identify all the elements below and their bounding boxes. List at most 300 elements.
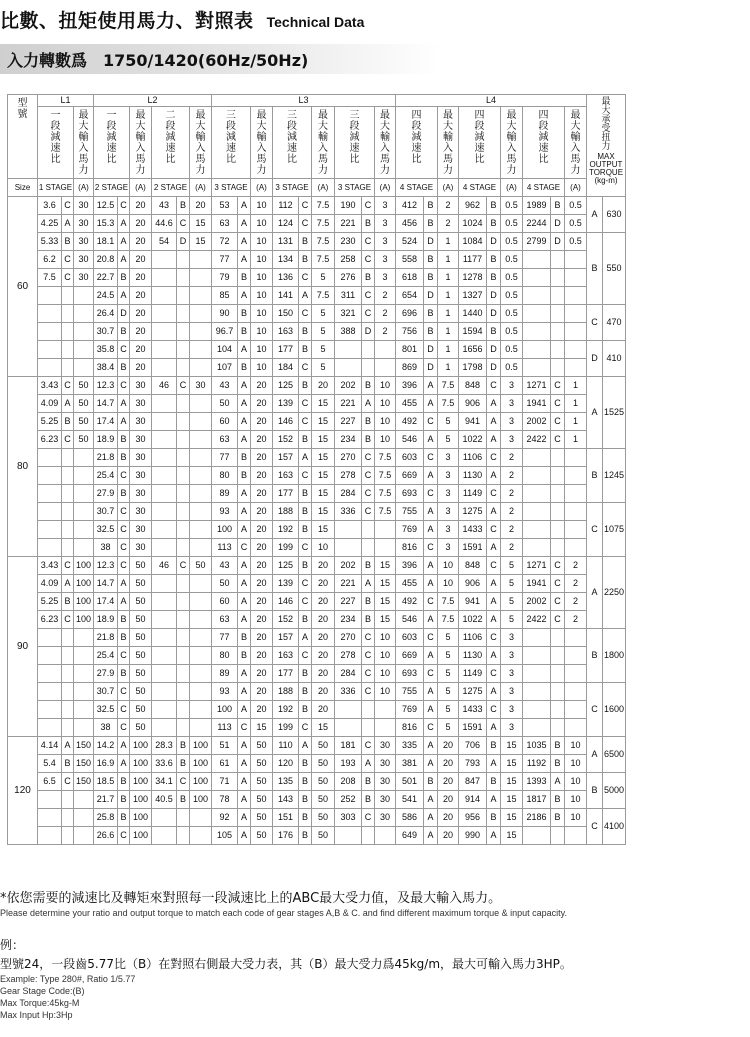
data-cell: 1275 xyxy=(459,683,487,701)
data-cell: C xyxy=(362,647,375,665)
data-cell: A xyxy=(487,755,501,773)
data-cell xyxy=(565,485,587,503)
data-cell: 2 xyxy=(565,593,587,611)
data-cell xyxy=(523,647,551,665)
data-cell: 15 xyxy=(251,719,273,737)
data-cell: 63 xyxy=(212,431,238,449)
data-cell: 2422 xyxy=(523,611,551,629)
data-cell: 2002 xyxy=(523,593,551,611)
data-cell: A xyxy=(424,683,438,701)
data-cell: A xyxy=(487,467,501,485)
data-cell xyxy=(62,503,74,521)
data-cell: C xyxy=(362,287,375,305)
note-english: Please determine your ratio and output torque to match each code of gear stages A,B & C. and find different maximum torque & input capacity. xyxy=(0,908,567,918)
data-cell: 1177 xyxy=(459,251,487,269)
data-cell: 10 xyxy=(375,377,396,395)
data-cell: 181 xyxy=(335,737,362,755)
data-cell: B xyxy=(424,269,438,287)
data-cell: 7.5 xyxy=(438,611,459,629)
data-cell: 17.4 xyxy=(94,593,118,611)
table-row xyxy=(8,629,626,647)
data-cell: 7.5 xyxy=(438,593,459,611)
data-cell xyxy=(190,395,212,413)
data-cell: 17.4 xyxy=(94,413,118,431)
data-cell xyxy=(190,827,212,845)
data-cell: 15 xyxy=(375,611,396,629)
data-cell: 5 xyxy=(312,305,335,323)
data-cell xyxy=(74,827,94,845)
data-cell: 120 xyxy=(273,755,299,773)
data-cell: C xyxy=(177,377,190,395)
data-cell: 202 xyxy=(335,377,362,395)
data-cell: 10 xyxy=(565,809,587,827)
data-cell: B xyxy=(62,233,74,251)
data-cell: 956 xyxy=(459,809,487,827)
data-cell: 50 xyxy=(130,593,152,611)
data-cell: 113 xyxy=(212,539,238,557)
power-header: 最大輸入馬力 xyxy=(74,107,94,179)
data-cell: 30 xyxy=(130,449,152,467)
table-body xyxy=(8,197,626,845)
data-cell: 21.8 xyxy=(94,629,118,647)
data-cell: B xyxy=(362,557,375,575)
data-cell: 20 xyxy=(438,755,459,773)
data-cell: 7.5 xyxy=(375,503,396,521)
max-torque-cell: 4100 xyxy=(603,809,626,845)
stage-header: 4 STAGE xyxy=(459,179,501,197)
data-cell: B xyxy=(177,755,190,773)
data-cell: 50 xyxy=(130,683,152,701)
data-cell: 10 xyxy=(375,413,396,431)
data-cell: 3 xyxy=(375,269,396,287)
data-cell: B xyxy=(362,377,375,395)
data-cell: C xyxy=(118,521,130,539)
data-cell: 3 xyxy=(375,251,396,269)
data-cell xyxy=(362,539,375,557)
data-cell: B xyxy=(424,215,438,233)
data-cell: 30 xyxy=(190,377,212,395)
data-cell: A xyxy=(238,665,251,683)
data-cell: 184 xyxy=(273,359,299,377)
data-cell: D xyxy=(424,233,438,251)
data-cell xyxy=(152,395,177,413)
data-cell: C xyxy=(424,449,438,467)
data-cell: 202 xyxy=(335,557,362,575)
data-cell xyxy=(523,521,551,539)
data-cell xyxy=(38,341,62,359)
data-cell: A xyxy=(238,593,251,611)
data-cell: 10 xyxy=(251,323,273,341)
data-cell: 30 xyxy=(130,503,152,521)
table-row xyxy=(8,341,626,359)
data-cell xyxy=(190,647,212,665)
data-cell: 50 xyxy=(190,557,212,575)
data-cell: A xyxy=(424,647,438,665)
data-cell: B xyxy=(299,323,312,341)
stage-header: 4 STAGE xyxy=(396,179,438,197)
data-cell xyxy=(523,683,551,701)
data-cell: 20 xyxy=(251,539,273,557)
data-cell: 270 xyxy=(335,449,362,467)
data-cell: 43 xyxy=(212,557,238,575)
data-cell: A xyxy=(238,197,251,215)
data-cell: 50 xyxy=(312,737,335,755)
data-cell: 4.09 xyxy=(38,395,62,413)
data-cell: A xyxy=(424,503,438,521)
data-cell: 15 xyxy=(312,449,335,467)
data-cell: 50 xyxy=(251,737,273,755)
data-cell: 100 xyxy=(190,773,212,791)
data-cell: 1275 xyxy=(459,503,487,521)
data-cell: 3 xyxy=(438,503,459,521)
ratio-header: 四段減速比 xyxy=(523,107,565,179)
data-cell xyxy=(152,323,177,341)
data-cell: A xyxy=(299,287,312,305)
data-cell: 2002 xyxy=(523,413,551,431)
data-cell: 848 xyxy=(459,557,487,575)
data-cell xyxy=(362,701,375,719)
data-cell: 20 xyxy=(251,413,273,431)
data-cell: C xyxy=(177,773,190,791)
data-cell: 199 xyxy=(273,719,299,737)
data-cell xyxy=(523,323,551,341)
data-cell: C xyxy=(299,593,312,611)
max-torque-cell: 550 xyxy=(603,233,626,305)
data-cell: C xyxy=(118,377,130,395)
data-cell: C xyxy=(487,665,501,683)
table-row xyxy=(8,359,626,377)
data-cell: A xyxy=(238,377,251,395)
data-cell: 1591 xyxy=(459,539,487,557)
data-cell: 150 xyxy=(74,773,94,791)
data-cell: 455 xyxy=(396,395,424,413)
data-cell: 0.5 xyxy=(565,215,587,233)
data-cell: D xyxy=(177,233,190,251)
data-cell: 30 xyxy=(130,377,152,395)
data-cell: 150 xyxy=(74,755,94,773)
data-cell: 7.5 xyxy=(38,269,62,287)
data-cell: C xyxy=(62,377,74,395)
data-cell: A xyxy=(118,755,130,773)
data-cell: B xyxy=(362,215,375,233)
data-cell: C xyxy=(299,647,312,665)
data-cell: C xyxy=(424,593,438,611)
example-line: Max Torque:45kg-M xyxy=(0,998,80,1008)
data-cell: 50 xyxy=(130,665,152,683)
data-cell: 1106 xyxy=(459,449,487,467)
data-cell: 163 xyxy=(273,467,299,485)
data-cell: 816 xyxy=(396,719,424,737)
data-cell: 0.5 xyxy=(501,323,523,341)
data-cell xyxy=(190,449,212,467)
table-row xyxy=(8,683,626,701)
data-cell: A xyxy=(238,503,251,521)
data-cell: 107 xyxy=(212,359,238,377)
data-cell: 10 xyxy=(375,395,396,413)
data-cell: 100 xyxy=(130,791,152,809)
data-cell: 2 xyxy=(501,539,523,557)
data-cell xyxy=(190,323,212,341)
data-cell: D xyxy=(118,305,130,323)
data-cell: A xyxy=(238,521,251,539)
data-cell: 10 xyxy=(565,737,587,755)
data-cell: A xyxy=(487,503,501,521)
example-title: 例： xyxy=(0,938,25,952)
data-cell: A xyxy=(238,395,251,413)
data-cell: 50 xyxy=(312,827,335,845)
data-cell: 2 xyxy=(501,521,523,539)
data-cell: C xyxy=(424,485,438,503)
data-cell: 5 xyxy=(312,323,335,341)
data-cell xyxy=(177,359,190,377)
data-cell xyxy=(38,503,62,521)
data-cell: 20 xyxy=(312,377,335,395)
data-cell xyxy=(152,575,177,593)
data-cell: 558 xyxy=(396,251,424,269)
data-cell: 51 xyxy=(212,737,238,755)
data-cell xyxy=(190,341,212,359)
table-row xyxy=(8,521,626,539)
data-cell xyxy=(152,305,177,323)
max-code-cell: C xyxy=(587,503,603,557)
data-cell: A xyxy=(118,251,130,269)
data-cell: 15 xyxy=(375,593,396,611)
data-cell: C xyxy=(424,629,438,647)
data-cell: C xyxy=(118,467,130,485)
data-cell: C xyxy=(551,395,565,413)
data-cell: 755 xyxy=(396,503,424,521)
data-cell xyxy=(551,359,565,377)
data-cell: 706 xyxy=(459,737,487,755)
data-cell xyxy=(177,665,190,683)
data-cell xyxy=(523,449,551,467)
data-cell: 7.5 xyxy=(375,467,396,485)
data-cell: 2 xyxy=(375,305,396,323)
data-cell xyxy=(335,359,362,377)
data-cell xyxy=(152,719,177,737)
data-cell: D xyxy=(551,233,565,251)
data-cell: 0.5 xyxy=(565,233,587,251)
data-cell: A xyxy=(118,737,130,755)
data-cell: 0.5 xyxy=(501,269,523,287)
data-cell: 396 xyxy=(396,377,424,395)
data-cell: 18.5 xyxy=(94,773,118,791)
data-cell xyxy=(190,305,212,323)
data-cell xyxy=(190,665,212,683)
data-cell: B xyxy=(299,791,312,809)
data-cell xyxy=(177,251,190,269)
data-cell: 50 xyxy=(130,629,152,647)
data-cell: C xyxy=(424,665,438,683)
data-cell: 60 xyxy=(212,413,238,431)
data-cell: 941 xyxy=(459,413,487,431)
data-cell: 50 xyxy=(130,575,152,593)
data-cell: A xyxy=(118,215,130,233)
data-cell: 303 xyxy=(335,809,362,827)
data-cell: C xyxy=(362,485,375,503)
data-cell xyxy=(565,251,587,269)
data-cell: 38 xyxy=(94,539,118,557)
data-cell: A xyxy=(238,431,251,449)
data-cell: C xyxy=(62,773,74,791)
data-cell: 18.9 xyxy=(94,431,118,449)
data-cell: 157 xyxy=(273,629,299,647)
data-cell: C xyxy=(62,197,74,215)
data-cell xyxy=(152,629,177,647)
data-cell: 5 xyxy=(501,611,523,629)
data-cell: 12.3 xyxy=(94,377,118,395)
data-cell: 77 xyxy=(212,251,238,269)
data-cell: 50 xyxy=(130,611,152,629)
data-cell xyxy=(375,701,396,719)
data-cell xyxy=(38,467,62,485)
data-cell xyxy=(362,719,375,737)
data-cell: 10 xyxy=(375,683,396,701)
data-cell: 50 xyxy=(212,395,238,413)
data-cell: D xyxy=(487,359,501,377)
data-cell xyxy=(38,791,62,809)
data-cell xyxy=(551,251,565,269)
data-cell: 20 xyxy=(312,593,335,611)
data-cell xyxy=(152,593,177,611)
data-cell: 15 xyxy=(501,755,523,773)
data-cell xyxy=(177,467,190,485)
data-cell xyxy=(190,593,212,611)
data-cell: 5 xyxy=(438,665,459,683)
data-cell: A xyxy=(299,737,312,755)
data-cell: 54 xyxy=(152,233,177,251)
max-torque-cell: 1800 xyxy=(603,629,626,683)
data-cell: 143 xyxy=(273,791,299,809)
data-cell xyxy=(523,539,551,557)
data-cell xyxy=(565,341,587,359)
data-cell: A xyxy=(238,215,251,233)
data-cell xyxy=(177,521,190,539)
data-cell: C xyxy=(62,557,74,575)
data-cell: 6.23 xyxy=(38,431,62,449)
example-chinese: 型號24，一段齒5.77比（B）在對照右側最大受力表，其（B）最大受力爲45kg/m，最大可輸入馬力3HP。 xyxy=(0,957,572,971)
data-cell xyxy=(565,305,587,323)
data-cell: C xyxy=(118,701,130,719)
data-cell: 2 xyxy=(438,215,459,233)
data-cell: 5 xyxy=(312,269,335,287)
data-cell xyxy=(190,719,212,737)
data-cell: 34.1 xyxy=(152,773,177,791)
data-cell xyxy=(190,287,212,305)
data-cell: 336 xyxy=(335,683,362,701)
data-cell xyxy=(38,719,62,737)
data-cell: B xyxy=(299,683,312,701)
data-cell xyxy=(62,305,74,323)
data-cell xyxy=(74,791,94,809)
data-cell: 5 xyxy=(438,431,459,449)
data-cell: B xyxy=(362,611,375,629)
data-cell: 381 xyxy=(396,755,424,773)
data-cell xyxy=(177,539,190,557)
data-cell xyxy=(523,359,551,377)
data-cell: D xyxy=(487,287,501,305)
data-cell xyxy=(177,647,190,665)
data-cell: B xyxy=(177,791,190,809)
data-cell: 112 xyxy=(273,197,299,215)
data-cell xyxy=(565,467,587,485)
max-torque-cell: 6500 xyxy=(603,737,626,773)
data-cell: 50 xyxy=(130,701,152,719)
power-header: 最大輸入馬力 xyxy=(438,107,459,179)
data-cell xyxy=(190,359,212,377)
data-cell: 90 xyxy=(212,305,238,323)
data-cell xyxy=(335,701,362,719)
table-row xyxy=(8,575,626,593)
data-cell: 20 xyxy=(130,323,152,341)
data-cell: 10 xyxy=(251,359,273,377)
data-cell: 693 xyxy=(396,665,424,683)
data-cell: 192 xyxy=(273,701,299,719)
data-cell: 12.5 xyxy=(94,197,118,215)
data-cell: 1 xyxy=(438,359,459,377)
data-cell: B xyxy=(424,305,438,323)
data-cell: 10 xyxy=(251,305,273,323)
data-cell: 50 xyxy=(251,791,273,809)
data-cell: 1 xyxy=(438,323,459,341)
data-cell: 221 xyxy=(335,395,362,413)
data-cell xyxy=(74,809,94,827)
data-cell: C xyxy=(299,359,312,377)
data-cell: 7.5 xyxy=(438,395,459,413)
data-cell xyxy=(38,683,62,701)
data-cell: 135 xyxy=(273,773,299,791)
max-code-cell: A xyxy=(587,377,603,449)
data-cell: 311 xyxy=(335,287,362,305)
max-torque-cell: 470 xyxy=(603,305,626,341)
data-cell: 104 xyxy=(212,341,238,359)
data-cell xyxy=(523,341,551,359)
data-cell: 131 xyxy=(273,233,299,251)
group-header: L4 xyxy=(396,95,587,107)
table-row xyxy=(8,431,626,449)
data-cell: 1024 xyxy=(459,215,487,233)
data-cell: C xyxy=(362,503,375,521)
data-cell: 221 xyxy=(335,215,362,233)
data-cell: 1941 xyxy=(523,575,551,593)
ratio-header: 四段減速比 xyxy=(396,107,438,179)
data-cell xyxy=(152,611,177,629)
data-cell: 654 xyxy=(396,287,424,305)
data-cell: A xyxy=(62,575,74,593)
data-cell: C xyxy=(118,647,130,665)
data-cell: C xyxy=(362,629,375,647)
data-cell: 188 xyxy=(273,683,299,701)
table-row xyxy=(8,827,626,845)
data-cell xyxy=(177,629,190,647)
data-cell xyxy=(152,683,177,701)
data-cell: 30 xyxy=(74,269,94,287)
power-header: 最大輸入馬力 xyxy=(190,107,212,179)
data-cell: 336 xyxy=(335,503,362,521)
data-cell xyxy=(152,827,177,845)
data-cell: D xyxy=(424,287,438,305)
data-cell: 3 xyxy=(501,701,523,719)
data-cell: 100 xyxy=(190,791,212,809)
technical-data-table xyxy=(7,94,626,845)
data-cell xyxy=(177,683,190,701)
data-cell: 5.33 xyxy=(38,233,62,251)
data-cell: 3 xyxy=(501,395,523,413)
data-cell: 20 xyxy=(130,359,152,377)
data-cell: 30 xyxy=(375,755,396,773)
data-cell: 50 xyxy=(312,773,335,791)
data-cell: 2 xyxy=(501,467,523,485)
